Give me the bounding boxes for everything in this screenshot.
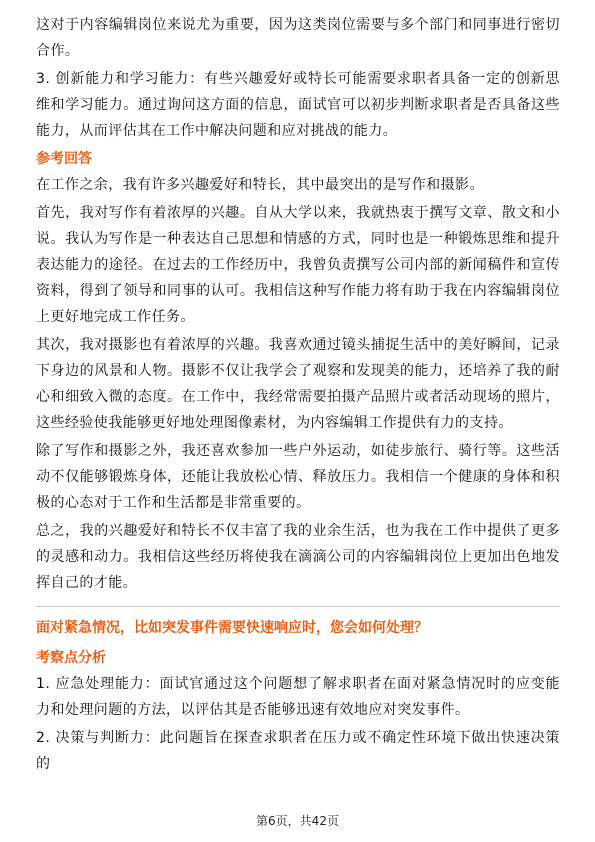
- answer-paragraph-photography: 其次，我对摄影也有着浓厚的兴趣。我喜欢通过镜头捕捉生活中的美好瞬间，记录下身边的风景和人物。摄影不仅让我学会了观察和发现美的能力，还培养了我的耐心和细致入微的态度。在工作中，我经常需要拍摄产品照片或者活动现场的照片，这些经验使我能够更好地处理图像素材，为内容编辑工作提供有力的支持。: [36, 337, 560, 431]
- page-number-footer: 第6页，共42页: [256, 814, 339, 828]
- reference-answer-heading: 参考回答: [36, 151, 92, 167]
- page-content: [36, 12, 560, 779]
- interview-question: 面对紧急情况，比如突发事件需要快速响应时，您会如何处理？: [36, 620, 428, 636]
- answer-paragraph-writing: 首先，我对写作有着浓厚的兴趣。自从大学以来，我就热衷于撰写文章、散文和小说。我认为写作是一种表达自己思想和情感的方式，同时也是一种锻炼思维和提升表达能力的途径。在过去的工作经历中，我曾负责撰写公司内部的新闻稿件和宣传资料，得到了领导和同事的认可。我相信这种写作能力将有助于我在内容编辑岗位上更好地完成工作任务。: [36, 205, 560, 325]
- answer-paragraph-intro: 在工作之余，我有许多兴趣爱好和特长，其中最突出的是写作和摄影。: [36, 177, 484, 193]
- analysis-paragraph-emergency: 1. 应急处理能力：面试官通过这个问题想了解求职者在面对紧急情况时的应变能力和处理问题的方法，以评估其是否能够迅速有效地应对突发事件。: [36, 676, 560, 718]
- section-divider: [36, 606, 560, 607]
- paragraph-innovation-ability: 3. 创新能力和学习能力：有些兴趣爱好或特长可能需要求职者具备一定的创新思维和学习能力。通过询问这方面的信息，面试官可以初步判断求职者是否具备这些能力，从而评估其在工作中解决问题和应对挑战的能力。: [36, 71, 560, 139]
- analysis-paragraph-decision: 2. 决策与判断力：此问题旨在探查求职者在压力或不确定性环境下做出快速决策的: [36, 730, 560, 772]
- answer-paragraph-outdoor: 除了写作和摄影之外，我还喜欢参加一些户外运动，如徒步旅行、骑行等。这些活动不仅能够锻炼身体，还能让我放松心情、释放压力。我相信一个健康的身体和积极的心态对于工作和生活都是非常重要的。: [36, 443, 560, 511]
- analysis-heading: 考察点分析: [36, 650, 106, 666]
- paragraph-collaboration: 这对于内容编辑岗位来说尤为重要，因为这类岗位需要与多个部门和同事进行密切合作。: [36, 17, 560, 59]
- answer-paragraph-conclusion: 总之，我的兴趣爱好和特长不仅丰富了我的业余生活，也为我在工作中提供了更多的灵感和动力。我相信这些经历将使我在滴滴公司的内容编辑岗位上更加出色地发挥自己的才能。: [36, 523, 560, 591]
